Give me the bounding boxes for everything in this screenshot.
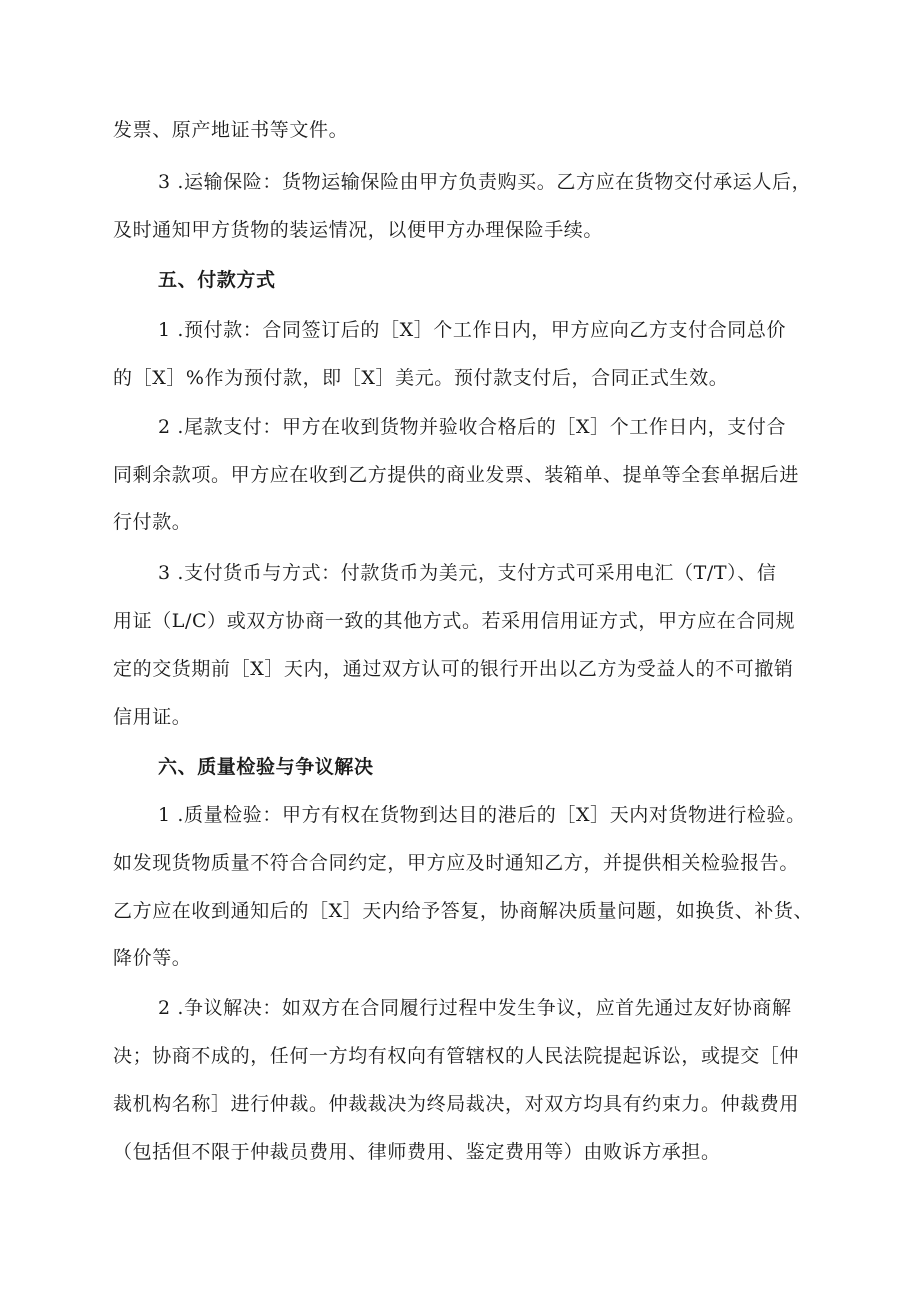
item-4-3-line-1: 3 .运输保险：货物运输保险由甲方负责购买。乙方应在货物交付承运人后， (158, 171, 812, 193)
section-5-item-3-line-2: 用证（L/C）或双方协商一致的其他方式。若采用信用证方式，甲方应在合同规 (113, 610, 796, 632)
section-6-item-2-line-1: 2 .争议解决：如双方在合同履行过程中发生争议，应首先通过友好协商解 (158, 997, 792, 1019)
section-6-item-2-line-3: 裁机构名称］进行仲裁。仲裁裁决为终局裁决，对双方均具有约束力。仲裁费用 (113, 1093, 800, 1115)
section-6-item-1-line-4: 降价等。 (113, 947, 192, 969)
item-4-3-line-2: 及时通知甲方货物的装运情况，以便甲方办理保险手续。 (113, 219, 604, 241)
section-6-item-2-line-4: （包括但不限于仲裁员费用、律师费用、鉴定费用等）由败诉方承担。 (113, 1141, 721, 1163)
section-5-item-2-line-1: 2 .尾款支付：甲方在收到货物并验收合格后的［X］个工作日内，支付合 (158, 416, 787, 438)
section-6-item-1-line-2: 如发现货物质量不符合合同约定，甲方应及时通知乙方，并提供相关检验报告。 (113, 852, 800, 874)
paragraph-intro-line: 发票、原产地证书等文件。 (113, 119, 349, 141)
section-6-title: 六、质量检验与争议解决 (158, 756, 374, 778)
section-5-item-2-line-3: 行付款。 (113, 511, 192, 533)
section-5-item-3-line-4: 信用证。 (113, 706, 192, 728)
section-5-item-3-line-1: 3 .支付货币与方式：付款货币为美元，支付方式可采用电汇（T/T）、信 (158, 562, 777, 584)
section-6-item-2-line-2: 决；协商不成的，任何一方均有权向有管辖权的人民法院提起诉讼，或提交［仲 (113, 1045, 800, 1067)
section-5-item-3-line-3: 定的交货期前［X］天内，通过双方认可的银行开出以乙方为受益人的不可撤销 (113, 658, 794, 680)
section-6-item-1-line-3: 乙方应在收到通知后的［X］天内给予答复，协商解决质量问题，如换货、补货、 (113, 900, 814, 922)
section-5-title: 五、付款方式 (158, 269, 276, 291)
section-5-item-2-line-2: 同剩余款项。甲方应在收到乙方提供的商业发票、装箱单、提单等全套单据后进 (113, 464, 800, 486)
section-5-item-1-line-1: 1 .预付款：合同签订后的［X］个工作日内，甲方应向乙方支付合同总价 (158, 319, 787, 341)
section-5-item-1-line-2: 的［X］%作为预付款，即［X］美元。预付款支付后，合同正式生效。 (113, 367, 729, 389)
section-6-item-1-line-1: 1 .质量检验：甲方有权在货物到达目的港后的［X］天内对货物进行检验。 (158, 804, 806, 826)
